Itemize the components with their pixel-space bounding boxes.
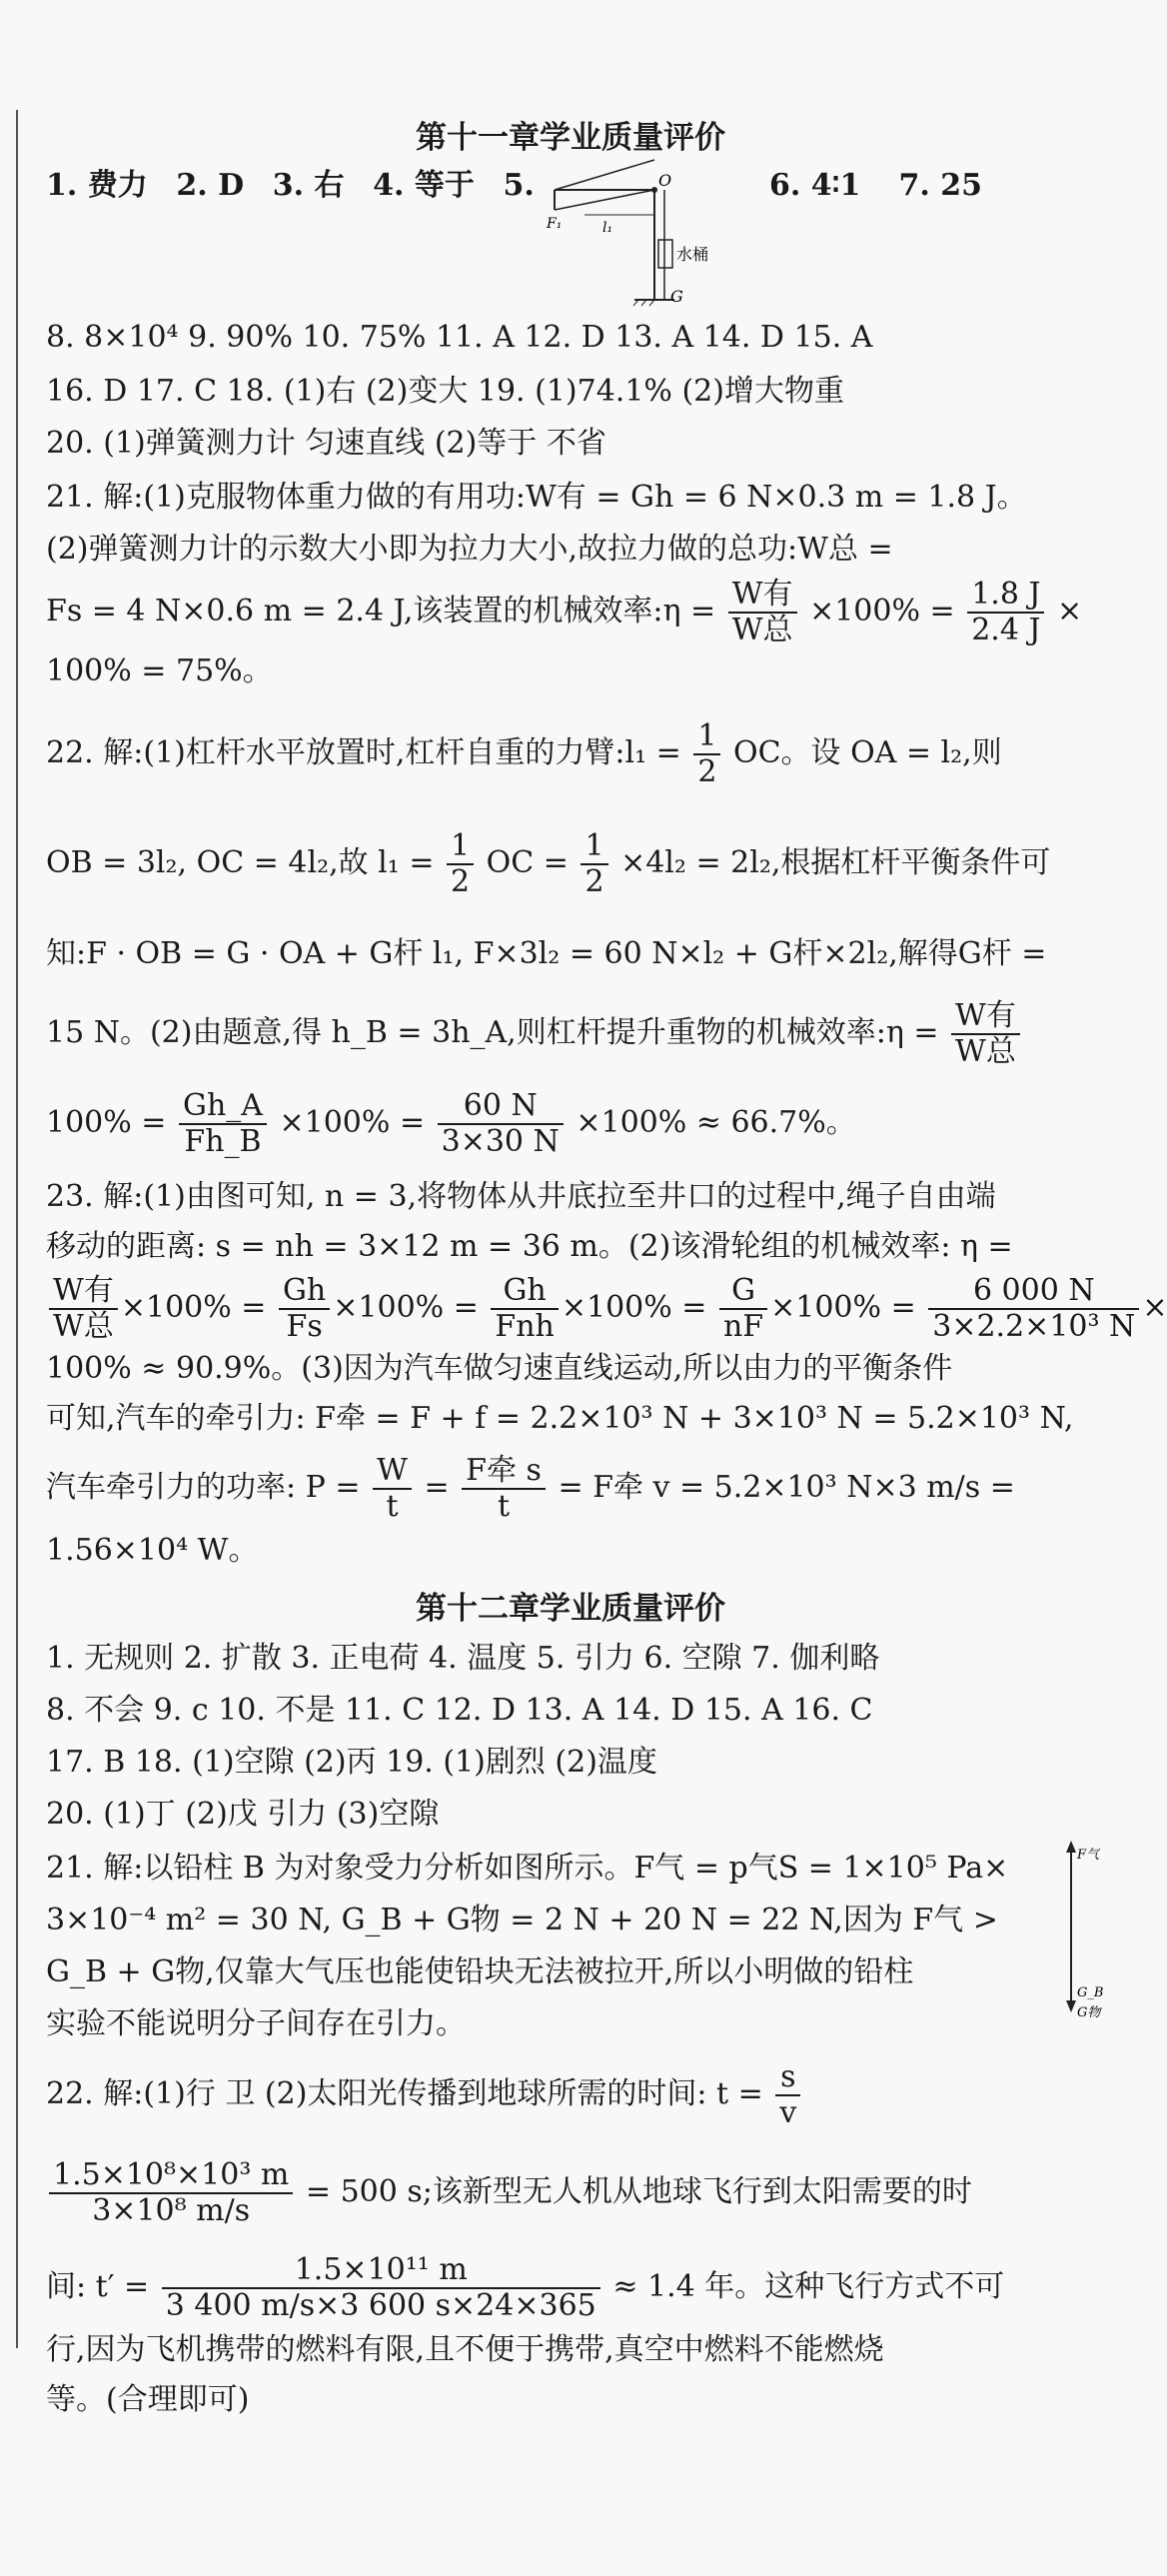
ans-5: 5.	[503, 168, 535, 203]
ch12-q21-line3: G_B + G物,仅靠大气压也能使铅块无法被拉开,所以小明做的铅柱	[46, 1954, 914, 1989]
ans-4: 4. 等于	[373, 168, 475, 203]
ans-3: 3. 右	[272, 168, 345, 203]
ch12-q22-line4: 行,因为飞机携带的燃料有限,且不便于携带,真空中燃料不能燃烧	[46, 2332, 884, 2367]
ans-2: 2. D	[176, 168, 245, 203]
ch12-q22-line1: 22. 解:(1)行 卫 (2)太阳光传播到地球所需的时间: t = $\frac{s}{v}$	[46, 2060, 803, 2130]
ch12-q22-line2: $\frac{\text{1.5×10⁸×10³ m}}{\text{3×10⁸ m/s}}$ = 500 s;该新型无人机从地球飞行到太阳需要的时	[46, 2158, 972, 2228]
force-diagram	[1057, 1837, 1117, 2026]
lever-diagram	[545, 160, 734, 310]
label-l1: l₁	[602, 220, 613, 236]
ch12-q22-line3: 间: t′ = $\frac{\text{1.5×10¹¹ m}}{3 400 m/s\times 3 600 s\times 24\times 365}$ ≈ 1.4 年。这种飞行方式不可	[46, 2252, 1005, 2323]
ch11-row1-tail	[769, 166, 982, 206]
label-g: G	[670, 287, 683, 306]
ch12-q21-line2: 3×10⁻⁴ m² = 30 N, G_B + G物 = 2 N + 20 N = 22 N,因为 F气 >	[46, 1903, 998, 1937]
ch12-q21-line1: 21. 解:以铅柱 B 为对象受力分析如图所示。F气 = p气S = 1×10⁵ Pa×	[46, 1851, 1009, 1886]
q21-line2: (2)弹簧测力计的示数大小即为拉力大小,故拉力做的总功:W总 =	[46, 532, 893, 567]
q22-line5: 100% = $\frac{Gh\_A}{Fh\_B}$ ×100% = $\frac{60 N}{3\times 30 N}$ ×100% ≈ 66.7%。	[46, 1088, 856, 1159]
q23-line2: 移动的距离: s = nh = 3×12 m = 36 m。(2)该滑轮组的机械效率: η =	[46, 1229, 1013, 1264]
q22-line2: OB = 3l₂, OC = 4l₂,故 l₁ = $\frac{1}{2}$ OC = $\frac{1}{2}$ ×4l₂ = 2l₂,根据杠杆平衡条件可	[46, 828, 1051, 899]
q21-line1: 21. 解:(1)克服物体重力做的有用功:W有 = Gh = 6 N×0.3 m = 1.8 J。	[46, 480, 1027, 515]
ch12-row2: 8. 不会 9. c 10. 不是 11. C 12. D 13. A 14. D 15. A 16. C	[46, 1693, 873, 1728]
label-f-air: F气	[1077, 1848, 1100, 1863]
label-o: O	[658, 171, 672, 190]
ch12-title: 第十二章学业质量评价	[416, 1591, 725, 1627]
ans-6: 6. 4∶1	[769, 168, 861, 203]
ch12-row1: 1. 无规则 2. 扩散 3. 正电荷 4. 温度 5. 引力 6. 空隙 7. 伽利略	[46, 1641, 880, 1676]
q22-line4: 15 N。(2)由题意,得 h_B = 3h_A,则杠杆提升重物的机械效率:η = $\frac{\text{W有}}{\text{W总}}$	[46, 999, 1023, 1069]
ch11-row2: 8. 8×10⁴ 9. 90% 10. 75% 11. A 12. D 13. A 14. D 15. A	[46, 320, 873, 355]
ch12-row4: 20. (1)丁 (2)戊 引力 (3)空隙	[46, 1797, 440, 1832]
q21-line4: 100% = 75%。	[46, 653, 273, 688]
label-bucket: 水桶	[676, 245, 709, 264]
q23-line1: 23. 解:(1)由图可知, n = 3,将物体从井底拉至井口的过程中,绳子自由端	[46, 1179, 996, 1214]
ans-7: 7. 25	[898, 168, 982, 203]
q23-line7: 1.56×10⁴ W。	[46, 1533, 259, 1568]
q23-line6: 汽车牵引力的功率: P = $\frac{W}{t}$ = $\frac{\text{F牵 s}}{t}$ = F牵 v = 5.2×10³ N×3 m/s =	[46, 1453, 1015, 1524]
ch11-title: 第十一章学业质量评价	[416, 120, 725, 156]
frac-efficiency: $\frac{\text{W有}}{\text{W总}}$	[728, 578, 797, 647]
q23-line5: 可知,汽车的牵引力: F牵 = F + f = 2.2×10³ N + 3×10³ N = 5.2×10³ N,	[46, 1401, 1074, 1436]
ch12-q21-line4: 实验不能说明分子间存在引力。	[46, 2006, 466, 2041]
margin-rule	[16, 110, 18, 2348]
q23-line3: $\frac{\text{W有}}{\text{W总}}$ ×100% = $\frac{Gh}{Fs}$ ×100% = $\frac{Gh}{\text{Fnh}}$ ×100% = $\frac{G}{nF}$ ×100% = $\frac{6 000 N}{\text{3×2.2×10³ N}}$ ×	[46, 1274, 1167, 1344]
ch11-row3: 16. D 17. C 18. (1)右 (2)变大 19. (1)74.1% (2)增大物重	[46, 374, 844, 409]
q22-line3: 知:F · OB = G · OA + G杆 l₁, F×3l₂ = 60 N×l₂ + G杆×2l₂,解得G杆 =	[46, 936, 1047, 971]
label-f1: F₁	[547, 216, 563, 232]
label-gb: G_B	[1077, 1985, 1104, 2000]
q22-line1: 22. 解:(1)杠杆水平放置时,杠杆自重的力臂:l₁ = $\frac{1}{2}$ OC。设 OA = l₂,则	[46, 718, 1002, 789]
ch11-row4: 20. (1)弹簧测力计 匀速直线 (2)等于 不省	[46, 426, 606, 461]
q23-line4: 100% ≈ 90.9%。(3)因为汽车做匀速直线运动,所以由力的平衡条件	[46, 1351, 953, 1386]
ch12-row3: 17. B 18. (1)空隙 (2)丙 19. (1)剧烈 (2)温度	[46, 1745, 657, 1780]
ch12-q22-line5: 等。(合理即可)	[46, 2382, 250, 2417]
label-g-obj: G物	[1077, 2005, 1101, 2020]
ans-1: 1. 费力	[46, 168, 148, 203]
ch11-row1	[46, 166, 535, 206]
frac-values: $\frac{1.8 J}{2.4 J}$	[967, 578, 1044, 647]
q21-line3: Fs = 4 N×0.6 m = 2.4 J,该装置的机械效率:η = $\frac{\text{W有}}{\text{W总}}$ ×100% = $\frac{1.8 J}{2.4 J}$ ×	[46, 577, 1083, 647]
